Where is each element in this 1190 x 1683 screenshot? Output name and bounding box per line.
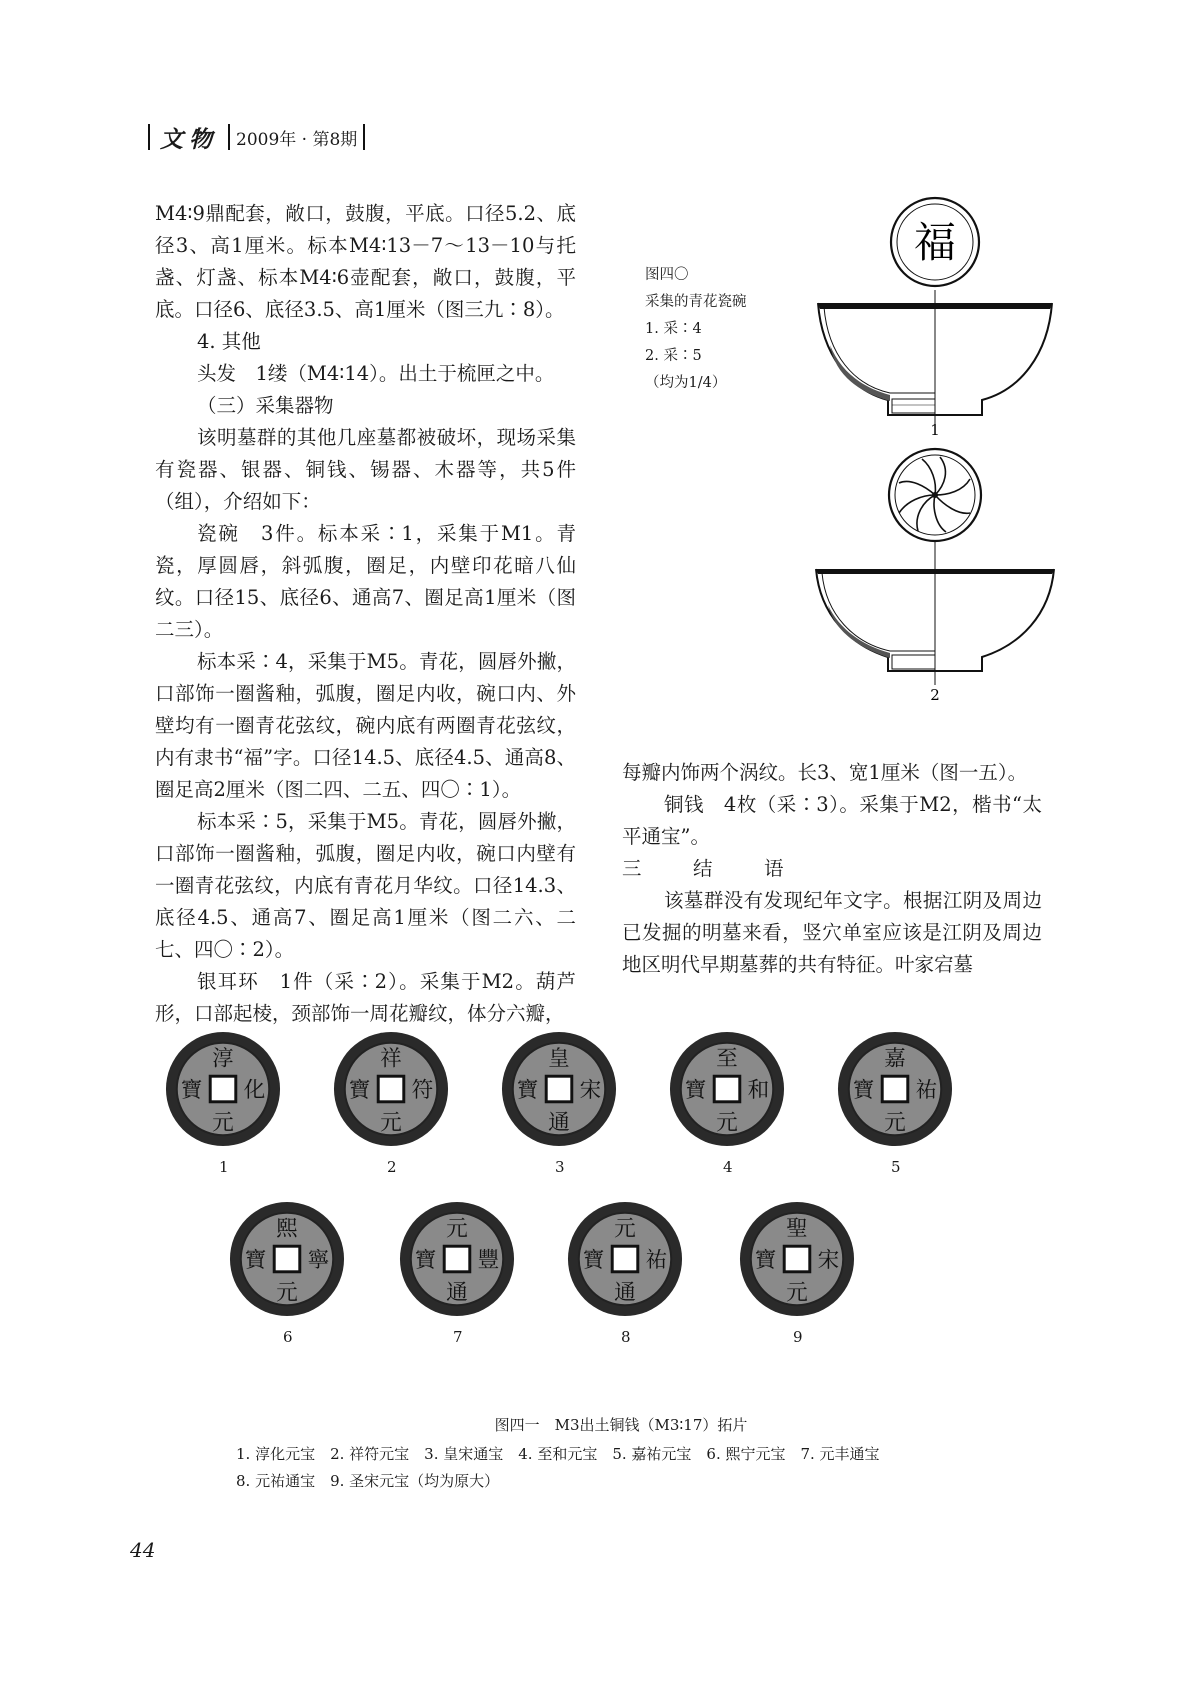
- coin-character: 熙: [276, 1216, 298, 1242]
- coin-rubbing-8: [566, 1200, 684, 1318]
- paragraph: 该明墓群的其他几座墓都被破坏，现场采集有瓷器、银器、铜钱、锡器、木器等，共5件（组），介绍如下：: [155, 426, 576, 513]
- header-bar-right: [363, 124, 365, 150]
- right-column: [622, 757, 1042, 981]
- coin-number: 2: [387, 1158, 397, 1176]
- coin-rubbing-6: [228, 1200, 346, 1318]
- coin-character: 嘉: [884, 1046, 906, 1072]
- coin-character: 寶: [244, 1247, 267, 1273]
- left-column: [155, 198, 576, 1030]
- paragraph: 瓷碗 3件。标本采∶1，采集于M1。青瓷，厚圆唇，斜弧腹，圈足，内壁印花暗八仙纹。口径15、底径6、通高7、圈足高1厘米（图二三）。: [155, 522, 576, 641]
- paragraph: 标本采∶4，采集于M5。青花，圆唇外撇，口部饰一圈酱釉，弧腹，圈足内收，碗口内、外壁均有一圈青花弦纹，碗内底有两圈青花弦纹，内有隶书“福”字。口径14.5、底径4.5、通高8、圈足高2厘米（图二四、二五、四〇∶1）。: [155, 650, 576, 801]
- coin-rubbings: [148, 1030, 1048, 1410]
- coin-rubbing-5: [836, 1030, 954, 1148]
- figure41-line: 1. 淳化元宝 2. 祥符元宝 3. 皇宋通宝 4. 至和元宝 5. 嘉祐元宝 6. 熙宁元宝 7. 元丰通宝: [236, 1445, 880, 1463]
- coin-number: 7: [453, 1328, 463, 1346]
- coin-character: 元: [884, 1110, 906, 1136]
- coin-character: 寶: [684, 1077, 707, 1103]
- figure40-item: 2. 采∶5: [645, 348, 702, 364]
- coin-number: 8: [621, 1328, 631, 1346]
- figure40-title: 图四〇: [645, 267, 689, 283]
- coin-number: 9: [793, 1328, 803, 1346]
- coin-character: 寶: [348, 1077, 371, 1103]
- paragraph: 银耳环 1件（采∶2）。采集于M2。葫芦形，口部起棱，颈部饰一周花瓣纹，体分六瓣，: [155, 970, 576, 1025]
- coin-character: 祐: [645, 1247, 668, 1273]
- coin-character: 皇: [548, 1046, 570, 1072]
- paragraph: 每瓣内饰两个涡纹。长3、宽1厘米（图一五）。: [622, 761, 1028, 784]
- figure41-caption: [236, 1412, 996, 1495]
- issue-label: 2009年 · 第8期: [236, 129, 358, 150]
- figure40-item: 1. 采∶4: [645, 321, 702, 337]
- coin-number: 6: [283, 1328, 293, 1346]
- coin-character: 符: [411, 1077, 434, 1103]
- coin-character: 元: [276, 1280, 298, 1306]
- coin-character: 豐: [477, 1247, 500, 1273]
- coin-character: 元: [716, 1110, 738, 1136]
- coin-character: 寧: [307, 1247, 330, 1273]
- figure41-title: 图四一 M3出土铜钱（M3∶17）拓片: [494, 1416, 748, 1434]
- coin-rubbing-7: [398, 1200, 516, 1318]
- coin-character: 寶: [180, 1077, 203, 1103]
- fu-character: 福: [913, 218, 957, 267]
- subheading-collected: （三）采集器物: [197, 394, 334, 417]
- paragraph: 铜钱 4枚（采∶3）。采集于M2，楷书“太平通宝”。: [622, 793, 1042, 848]
- coin-character: 祐: [915, 1077, 938, 1103]
- bowl2-label: 2: [930, 686, 940, 704]
- coin-character: 宋: [579, 1077, 602, 1103]
- coin-number: 4: [723, 1158, 733, 1176]
- fu-medallion: [891, 198, 979, 286]
- coin-character: 通: [446, 1280, 468, 1306]
- coin-number: 1: [219, 1158, 229, 1176]
- running-header: [148, 122, 365, 152]
- figure40-caption: [645, 262, 747, 397]
- coin-character: 淳: [212, 1046, 234, 1072]
- coin-character: 聖: [786, 1216, 808, 1242]
- coin-character: 通: [548, 1110, 570, 1136]
- paragraph: 头发 1缕（M4∶14）。出土于梳匣之中。: [197, 362, 555, 385]
- rosette-medallion: [889, 449, 981, 541]
- figure40-scale: （均为1/4）: [645, 375, 727, 391]
- journal-title: 文物: [160, 125, 218, 153]
- subheading-other: 4. 其他: [197, 330, 261, 353]
- coin-character: 宋: [817, 1247, 840, 1273]
- figure41-line: 8. 元祐通宝 9. 圣宋元宝（均为原大）: [236, 1472, 500, 1490]
- coin-character: 至: [716, 1046, 738, 1072]
- coin-character: 元: [446, 1216, 468, 1242]
- page-number: 44: [130, 1538, 156, 1562]
- coin-character: 和: [747, 1077, 770, 1103]
- coin-rubbing-1: [164, 1030, 282, 1148]
- coin-character: 寶: [414, 1247, 437, 1273]
- coin-number: 3: [555, 1158, 565, 1176]
- coin-rubbing-4: [668, 1030, 786, 1148]
- coin-character: 元: [786, 1280, 808, 1306]
- coin-character: 元: [614, 1216, 636, 1242]
- coin-character: 化: [243, 1077, 266, 1103]
- figure40-subtitle: 采集的青花瓷碗: [645, 294, 747, 310]
- coin-rubbing-3: [500, 1030, 618, 1148]
- coin-character: 元: [212, 1110, 234, 1136]
- bowl-drawings: [810, 195, 1060, 735]
- coin-character: 寶: [852, 1077, 875, 1103]
- coin-character: 通: [614, 1280, 636, 1306]
- coin-character: 寶: [516, 1077, 539, 1103]
- coin-number: 5: [891, 1158, 901, 1176]
- coin-character: 祥: [380, 1046, 402, 1072]
- coin-rubbing-2: [332, 1030, 450, 1148]
- coin-rubbing-9: [738, 1200, 856, 1318]
- coin-character: 寶: [754, 1247, 777, 1273]
- paragraph: 标本采∶5，采集于M5。青花，圆唇外撇，口部饰一圈酱釉，弧腹，圈足内收，碗口内壁有一圈青花弦纹，内底有青花月华纹。口径14.3、底径4.5、通高7、圈足高1厘米（图二六、二七、四〇∶2）。: [155, 810, 576, 961]
- paragraph: 该墓群没有发现纪年文字。根据江阴及周边已发掘的明墓来看，竖穴单室应该是江阴及周边地区明代早期墓葬的共有特征。叶家宕墓: [622, 889, 1042, 976]
- section-heading: 三 结 语: [622, 857, 800, 880]
- bowl1-label: 1: [930, 421, 940, 439]
- coin-character: 元: [380, 1110, 402, 1136]
- coin-character: 寶: [582, 1247, 605, 1273]
- paragraph: M4∶9鼎配套，敞口，鼓腹，平底。口径5.2、底径3、高1厘米。标本M4∶13－7～13－10与托盏、灯盏、标本M4∶6壶配套，敞口，鼓腹，平底。口径6、底径3.5、高1厘米（图三九∶8）。: [155, 202, 576, 321]
